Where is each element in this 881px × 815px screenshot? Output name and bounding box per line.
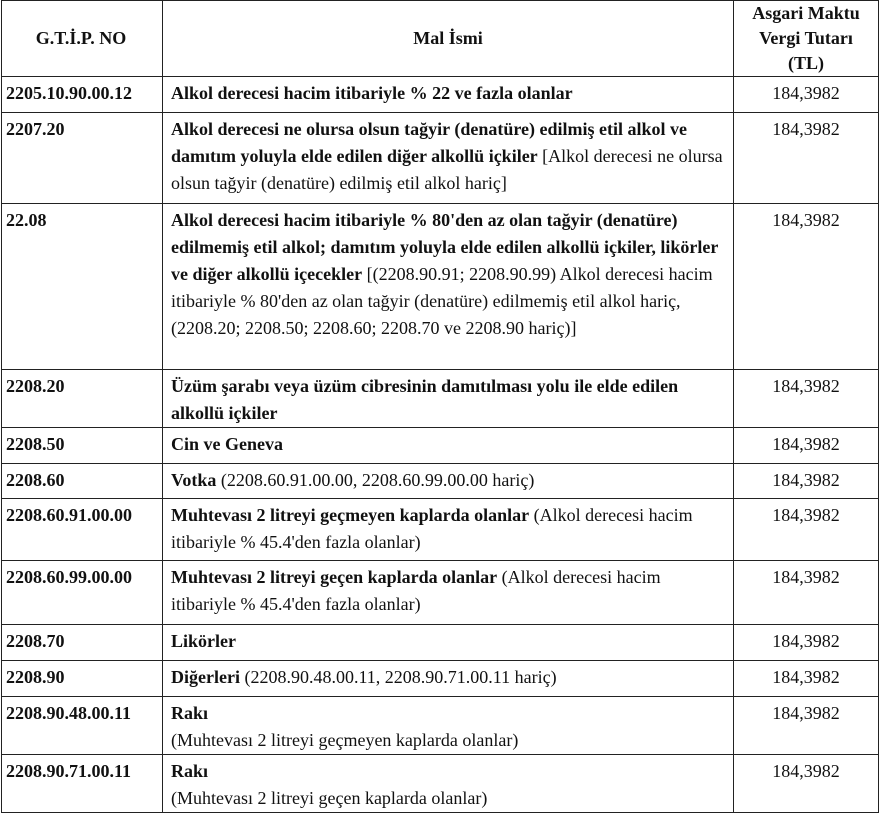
product-name [163,428,734,464]
gtip-code: 2208.50 [2,428,163,464]
product-name [163,113,734,204]
gtip-code: 2208.90.48.00.11 [2,697,163,755]
table-row [2,499,879,561]
product-name [163,499,734,561]
product-name-bold: Cin ve Geneva [171,434,283,454]
table-row [2,77,879,113]
header-mal-ismi: Mal İsmi [163,1,734,77]
product-name-bold: Rakı [171,761,209,781]
gtip-code: 2208.90 [2,661,163,697]
tax-amount: 184,3982 [734,370,879,428]
tax-amount: 184,3982 [734,464,879,499]
product-name-note: (2208.60.91.00.00, 2208.60.99.00.00 hariç) [216,470,535,490]
product-name-bold: Rakı [171,703,209,723]
product-name-bold: Alkol derecesi ne olursa olsun tağyir (denatüre) edilmiş etil alkol ve damıtım yoluyla elde edilen diğer alkollü içkiler [171,119,687,166]
header-vergi-line3: (TL) [788,53,824,73]
header-vergi-line2: Vergi Tutarı [759,28,853,48]
tax-amount: 184,3982 [734,204,879,370]
gtip-code: 2208.60.99.00.00 [2,561,163,625]
gtip-code: 2208.20 [2,370,163,428]
gtip-code: 2208.70 [2,625,163,661]
product-name-bold: Diğerleri [171,667,240,687]
table-row [2,755,879,813]
header-vergi-tutari [734,1,879,77]
table-row [2,204,879,370]
product-name-bold: Üzüm şarabı veya üzüm cibresinin damıtılması yolu ile elde edilen alkollü içkiler [171,376,679,423]
product-name-note: (Alkol derecesi hacim itibariyle % 45.4'den fazla olanlar) [171,567,661,614]
product-name [163,464,734,499]
product-name-bold: Alkol derecesi hacim itibariyle % 22 ve fazla olanlar [171,83,573,103]
product-name [163,370,734,428]
gtip-code: 2208.60 [2,464,163,499]
header-gtip-no: G.T.İ.P. NO [2,1,163,77]
product-name [163,661,734,697]
product-name-bold: Muhtevası 2 litreyi geçmeyen kaplarda olanlar [171,505,530,525]
product-name [163,561,734,625]
table-row [2,625,879,661]
table-row [2,661,879,697]
table-row [2,697,879,755]
table-row [2,464,879,499]
product-name-note: (Alkol derecesi hacim itibariyle % 45.4'den fazla olanlar) [171,505,693,552]
product-name [163,77,734,113]
product-name-note: (Muhtevası 2 litreyi geçen kaplarda olanlar) [171,788,488,808]
product-name-note: (2208.90.48.00.11, 2208.90.71.00.11 hariç) [239,667,557,687]
table-header-row [2,1,879,77]
tax-amount: 184,3982 [734,499,879,561]
product-name-bold: Likörler [171,631,236,651]
gtip-code: 2205.10.90.00.12 [2,77,163,113]
product-name-bold: Votka [171,470,217,490]
tax-amount: 184,3982 [734,561,879,625]
tax-table [1,0,879,813]
gtip-code: 2208.90.71.00.11 [2,755,163,813]
product-name [163,755,734,813]
table-row [2,113,879,204]
tax-amount: 184,3982 [734,755,879,813]
tax-amount: 184,3982 [734,625,879,661]
product-name-bold: Alkol derecesi hacim itibariyle % 80'den az olan tağyir (denatüre) edilmemiş etil alkol; damıtım yoluyla elde edilen alkollü içkiler, likörler ve diğer alkollü içecekler [171,210,718,284]
tax-amount: 184,3982 [734,113,879,204]
header-vergi-line1: Asgari Maktu [752,3,860,23]
product-name [163,204,734,370]
product-name [163,697,734,755]
product-name-note: [(2208.90.91; 2208.90.99) Alkol derecesi hacim itibariyle % 80'den az olan tağyir (denatüre) edilmemiş etil alkol hariç, (2208.20; 2208.50; 2208.60; 2208.70 ve 2208.90 hariç)] [171,264,713,338]
product-name-note: [Alkol derecesi ne olursa olsun tağyir (denatüre) edilmiş etil alkol hariç] [171,146,723,193]
tax-amount: 184,3982 [734,428,879,464]
product-name [163,625,734,661]
product-name-note: (Muhtevası 2 litreyi geçmeyen kaplarda olanlar) [171,730,519,750]
product-name-bold: Muhtevası 2 litreyi geçen kaplarda olanlar [171,567,498,587]
tax-amount: 184,3982 [734,661,879,697]
table-row [2,370,879,428]
gtip-code: 2208.60.91.00.00 [2,499,163,561]
table-row [2,428,879,464]
gtip-code: 22.08 [2,204,163,370]
tax-amount: 184,3982 [734,697,879,755]
gtip-code: 2207.20 [2,113,163,204]
tax-amount: 184,3982 [734,77,879,113]
table-row [2,561,879,625]
